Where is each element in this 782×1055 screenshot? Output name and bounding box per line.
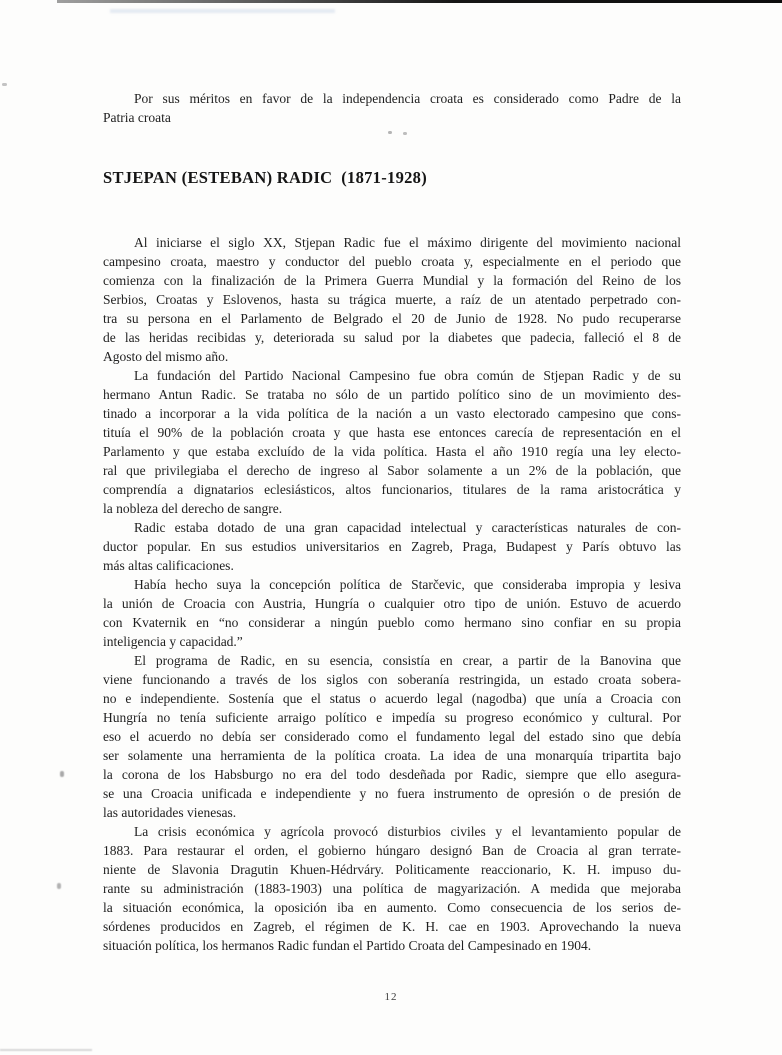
text-line: viene funcionando a través de los siglos con soberanía restringida, un estado croata sobera- bbox=[103, 672, 681, 687]
text-line: la corona de los Habsburgo no era del todo desdeñada por Radic, siempre que ello asegura- bbox=[103, 767, 681, 782]
section-title: STJEPAN (ESTEBAN) RADIC (1871-1928) bbox=[103, 168, 428, 187]
text-line: Hungría no tenía suficiente arraigo político e impedía su progreso económico y cultural. Por bbox=[103, 710, 681, 725]
text-block bbox=[103, 89, 681, 955]
scan-artifact-top-edge bbox=[57, 0, 782, 3]
text-line: La crisis económica y agrícola provocó disturbios civiles y el levantamiento popular de bbox=[134, 824, 681, 839]
text-line: 1883. Para restaurar el orden, el gobierno húngaro designó Ban de Croacia al gran terrate- bbox=[103, 843, 681, 858]
text-line: se una Croacia unificada e independiente y no fuera instrumento de opresión o de presión de bbox=[103, 786, 681, 801]
body-paragraph bbox=[103, 575, 681, 651]
text-line: más altas calificaciones. bbox=[103, 558, 234, 573]
scan-artifact-speck bbox=[60, 771, 64, 777]
text-line: El programa de Radic, en su esencia, consistía en crear, a partir de la Banovina que bbox=[134, 653, 681, 668]
text-line: comienza con la finalización de la Primera Guerra Mundial y la formación del Reino de los bbox=[103, 273, 681, 288]
text-line: niente de Slavonia Dragutin Khuen-Hédrváry. Politicamente reaccionario, K. H. impuso du- bbox=[103, 862, 681, 877]
scan-artifact-speck bbox=[57, 883, 61, 889]
body-paragraph bbox=[103, 651, 681, 822]
text-line: comprendía a dignatarios eclesiásticos, altos funcionarios, titulares de la rama aristocrática y bbox=[103, 482, 681, 497]
scan-artifact-speck bbox=[2, 83, 7, 86]
body-paragraph bbox=[103, 822, 681, 955]
body-text bbox=[103, 233, 681, 955]
intro-paragraph bbox=[103, 89, 681, 127]
text-line: tra su persona en el Parlamento de Belgrado el 20 de Junio de 1928. No pudo recuperarse bbox=[103, 311, 681, 326]
text-line: la nobleza del derecho de sangre. bbox=[103, 501, 283, 516]
text-line: Al iniciarse el siglo XX, Stjepan Radic fue el máximo dirigente del movimiento nacional bbox=[134, 235, 681, 250]
text-line: tinado a incorporar a la vida política de la nación a un vasto electorado campesino que cons- bbox=[103, 406, 681, 421]
text-line: tituía el 90% de la población croata y que hasta ese entonces carecía de representación en el bbox=[103, 425, 681, 440]
text-line: Había hecho suya la concepción política de Starčevic, que consideraba impropia y lesiva bbox=[134, 577, 681, 592]
text-line: Parlamento y que estaba excluído de la vida política. Hasta el año 1910 regía una ley electo- bbox=[103, 444, 681, 459]
text-line: Agosto del mismo año. bbox=[103, 349, 229, 364]
text-line: La fundación del Partido Nacional Campesino fue obra común de Stjepan Radic y de su bbox=[134, 368, 681, 383]
text-line: no e independiente. Sostenía que el status o acuerdo legal (nagodba) que unía a Croacia con bbox=[103, 691, 681, 706]
text-line: hermano Antun Radic. Se trataba no sólo de un partido político sino de un movimiento des- bbox=[103, 387, 681, 402]
text-line: inteligencia y capacidad.” bbox=[103, 634, 243, 649]
text-line: la situación económica, la oposición iba en aumento. Como consecuencia de los serios de- bbox=[103, 900, 681, 915]
text-line: eso el acuerdo no debía ser considerado como el fundamento legal del estado sino que debía bbox=[103, 729, 681, 744]
scan-artifact-blue-streak bbox=[110, 9, 335, 13]
body-paragraph bbox=[103, 518, 681, 575]
text-line: Por sus méritos en favor de la independencia croata es considerado como Padre de la bbox=[134, 91, 681, 106]
text-line: campesino croata, maestro y conductor del pueblo croata y, especialmente en el periodo que bbox=[103, 254, 681, 269]
text-line: Serbios, Croatas y Eslovenos, hasta su trágica muerte, a raíz de un atentado perpetrado con- bbox=[103, 292, 681, 307]
text-line: la unión de Croacia con Austria, Hungría o cualquier otro tipo de unión. Estuvo de acuerdo bbox=[103, 596, 681, 611]
body-paragraph bbox=[103, 366, 681, 518]
text-line: ductor popular. En sus estudios universitarios en Zagreb, Praga, Budapest y París obtuvo las bbox=[103, 539, 681, 554]
text-line: Patria croata bbox=[103, 110, 171, 125]
text-line: rante su administración (1883-1903) una política de magyarización. A medida que mejoraba bbox=[103, 881, 681, 896]
text-line: ser solamente una herramienta de la política croata. La idea de una monarquía tripartita bajo bbox=[103, 748, 681, 763]
text-line: las autoridades vienesas. bbox=[103, 805, 237, 820]
page-number: 12 bbox=[384, 991, 398, 1003]
text-line: ral que privilegiaba el derecho de ingreso al Sabor solamente a un 2% de la población, que bbox=[103, 463, 681, 478]
text-line: Radic estaba dotado de una gran capacidad intelectual y características naturales de con- bbox=[134, 520, 681, 535]
text-line: con Kvaternik en “no considerar a ningún pueblo como hermano sino confiar en su propia bbox=[103, 615, 681, 630]
body-paragraph bbox=[103, 233, 681, 366]
text-line: de las heridas recibidas y, deteriorada su salud por la diabetes que padecia, falleció el 8 de bbox=[103, 330, 681, 345]
text-line: sórdenes producidos en Zagreb, el régimen de K. H. cae en 1903. Aprovechando la nueva bbox=[103, 919, 681, 934]
text-line: situación política, los hermanos Radic fundan el Partido Croata del Campesinado en 1904. bbox=[103, 938, 592, 953]
scan-artifact-bottom-edge bbox=[0, 1049, 92, 1051]
